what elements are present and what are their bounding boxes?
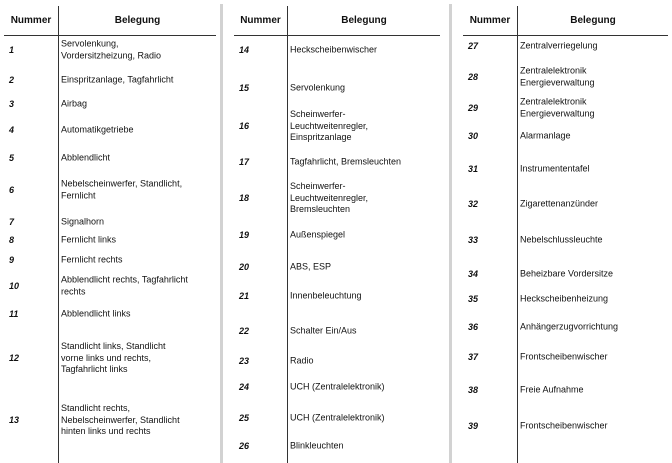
fuse-assignment: Frontscheibenwischer xyxy=(520,420,608,431)
fuse-number: 7 xyxy=(9,217,15,227)
fuse-number: 23 xyxy=(239,356,250,366)
header-assignment: Belegung xyxy=(341,15,387,26)
column-divider xyxy=(449,4,452,463)
fuse-number: 32 xyxy=(468,199,479,209)
fuse-assignment: ABS, ESP xyxy=(290,261,332,272)
fuse-number: 30 xyxy=(468,131,479,141)
fuse-assignment: Freie Aufnahme xyxy=(520,384,584,395)
fuse-assignment: Anhängerzugvorrichtung xyxy=(520,321,619,332)
fuse-assignment: Schalter Ein/Aus xyxy=(290,325,357,336)
fuse-assignment: Automatikgetriebe xyxy=(61,124,134,135)
fuse-assignment: Außenspiegel xyxy=(290,229,346,240)
fuse-number: 22 xyxy=(239,326,250,336)
fuse-number: 28 xyxy=(468,72,479,82)
fuse-assignment: Abblendlicht xyxy=(61,152,111,163)
fuse-number: 36 xyxy=(468,322,479,332)
fuse-assignment: Blinkleuchten xyxy=(290,440,344,451)
fuse-assignment: Fernlicht rechts xyxy=(61,254,123,265)
fuse-assignment: Scheinwerfer- Leuchtweitenregler, Bremsleuchten xyxy=(290,180,369,214)
fuse-number: 3 xyxy=(9,99,15,109)
fuse-number: 35 xyxy=(468,294,479,304)
fuse-number: 33 xyxy=(468,235,479,245)
fuse-number: 12 xyxy=(9,353,20,363)
fuse-number: 39 xyxy=(468,421,479,431)
table-header xyxy=(463,6,668,36)
fuse-assignment: Servolenkung xyxy=(290,82,346,93)
column-rule xyxy=(517,36,518,463)
fuse-number: 10 xyxy=(9,281,20,291)
fuse-number: 18 xyxy=(239,193,250,203)
fuse-assignment: Nebelschlussleuchte xyxy=(520,234,603,245)
fuse-assignment: Einspritzanlage, Tagfahrlicht xyxy=(61,74,174,85)
header-number: Nummer xyxy=(240,15,281,26)
fuse-assignment: Abblendlicht rechts, Tagfahrlicht rechts xyxy=(61,274,188,296)
fuse-number: 15 xyxy=(239,83,250,93)
fuse-number: 13 xyxy=(9,415,20,425)
table-header xyxy=(234,6,440,36)
fuse-number: 21 xyxy=(239,291,250,301)
fuse-assignment: Standlicht rechts, Nebelscheinwerfer, Standlicht hinten links und rechts xyxy=(61,402,180,436)
fuse-assignment: Signalhorn xyxy=(61,216,105,227)
fuse-assignment: Fernlicht links xyxy=(61,234,117,245)
column-divider xyxy=(220,4,223,463)
fuse-number: 14 xyxy=(239,45,250,55)
fuse-number: 17 xyxy=(239,157,250,167)
column-rule xyxy=(58,36,59,463)
fuse-assignment: UCH (Zentralelektronik) xyxy=(290,381,385,392)
fuse-assignment: Scheinwerfer- Leuchtweitenregler, Einspritzanlage xyxy=(290,108,369,142)
header-number: Nummer xyxy=(10,15,52,26)
header-assignment: Belegung xyxy=(570,15,616,26)
fuse-number: 5 xyxy=(9,153,15,163)
column-rule xyxy=(287,36,288,463)
fuse-table-3 xyxy=(463,6,668,463)
fuse-assignment: Standlicht links, Standlicht vorne links und rechts, Tagfahrlicht links xyxy=(61,340,166,374)
fuse-assignment: Beheizbare Vordersitze xyxy=(520,268,614,279)
fuse-assignment: Zentralelektronik Energieverwaltung xyxy=(520,65,595,87)
fuse-number: 19 xyxy=(239,230,250,240)
fuse-assignment: UCH (Zentralelektronik) xyxy=(290,412,385,423)
fuse-table-2 xyxy=(234,6,440,463)
fuse-assignment: Instrumententafel xyxy=(520,163,590,174)
fuse-assignment: Zentralverriegelung xyxy=(520,40,598,51)
fuse-assignment: Radio xyxy=(290,355,314,366)
fuse-number: 1 xyxy=(9,45,15,55)
fuse-assignment: Zigarettenanzünder xyxy=(520,198,599,209)
fuse-assignment: Airbag xyxy=(61,98,88,109)
fuse-number: 25 xyxy=(239,413,250,423)
header-number: Nummer xyxy=(469,15,511,26)
fuse-number: 20 xyxy=(239,262,250,272)
fuse-assignment: Tagfahrlicht, Bremsleuchten xyxy=(290,156,402,167)
fuse-number: 37 xyxy=(468,352,479,362)
fuse-table-1 xyxy=(4,6,216,463)
fuse-assignment: Servolenkung, Vordersitzheizung, Radio xyxy=(61,38,162,60)
fuse-number: 2 xyxy=(9,75,15,85)
fuse-number: 16 xyxy=(239,121,250,131)
fuse-number: 34 xyxy=(468,269,479,279)
fuse-assignment: Frontscheibenwischer xyxy=(520,351,608,362)
fuse-number: 27 xyxy=(468,41,479,51)
fuse-number: 8 xyxy=(9,235,15,245)
fuse-number: 29 xyxy=(468,103,479,113)
fuse-assignment: Nebelscheinwerfer, Standlicht, Fernlicht xyxy=(61,178,183,200)
fuse-number: 11 xyxy=(9,309,19,319)
fuse-number: 9 xyxy=(9,255,15,265)
fuse-number: 4 xyxy=(9,125,15,135)
fuse-assignment: Abblendlicht links xyxy=(61,308,131,319)
fuse-number: 26 xyxy=(239,441,250,451)
fuse-assignment: Innenbeleuchtung xyxy=(290,290,362,301)
fuse-assignment: Heckscheibenheizung xyxy=(520,293,609,304)
fuse-number: 31 xyxy=(468,164,479,174)
fuse-assignment: Alarmanlage xyxy=(520,130,571,141)
fuse-number: 6 xyxy=(9,185,15,195)
header-assignment: Belegung xyxy=(114,15,161,26)
table-header xyxy=(4,6,216,36)
fuse-number: 24 xyxy=(239,382,250,392)
fuse-assignment: Heckscheibenwischer xyxy=(290,44,378,55)
fuse-assignment: Zentralelektronik Energieverwaltung xyxy=(520,96,595,118)
fuse-number: 38 xyxy=(468,385,479,395)
